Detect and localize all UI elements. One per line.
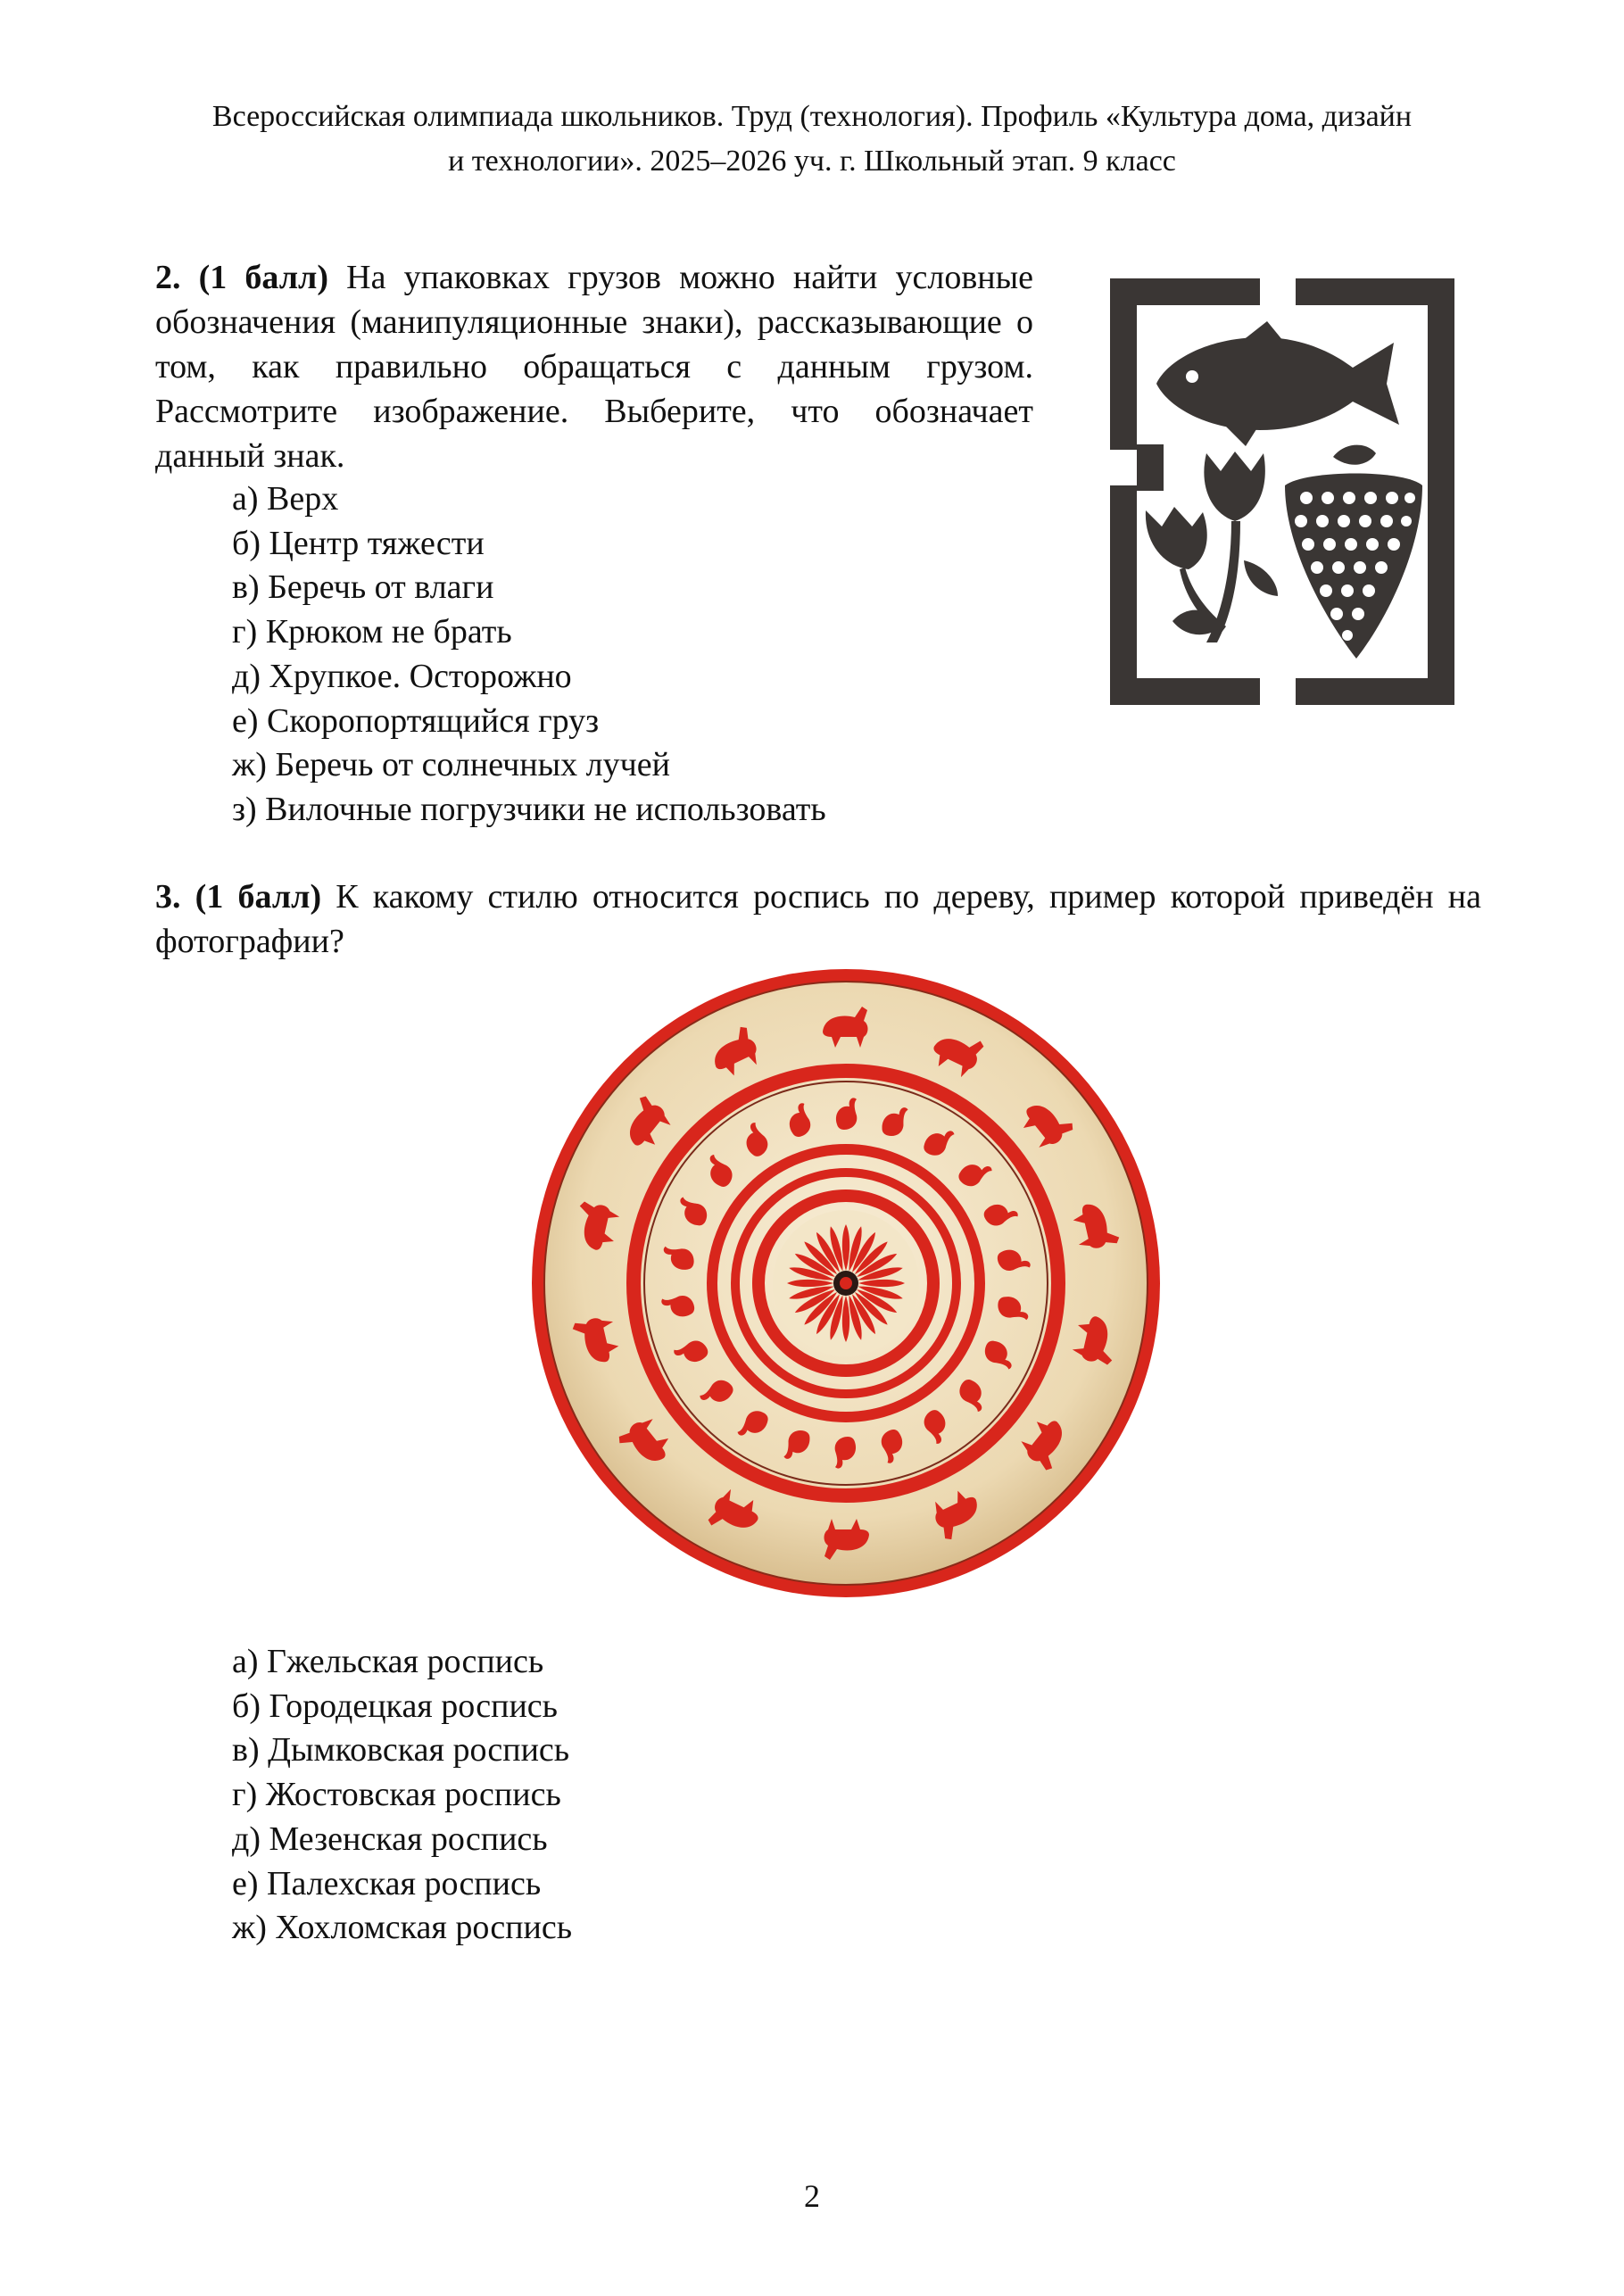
page-number: 2 bbox=[804, 2178, 820, 2214]
question-2-option: з) Вилочные погрузчики не использовать bbox=[232, 790, 826, 828]
question-3-options bbox=[232, 1640, 572, 1951]
question-2-option: ж) Беречь от солнечных лучей bbox=[232, 746, 670, 784]
question-3-body: К какому стилю относится роспись по дереву, пример которой приведён на фотографии? bbox=[155, 878, 1481, 960]
question-2-option: г) Крюком не брать bbox=[232, 613, 512, 651]
question-2-option: а) Верх bbox=[232, 480, 339, 518]
question-3-option: д) Мезенская роспись bbox=[232, 1819, 548, 1858]
question-2-text bbox=[155, 255, 1033, 478]
question-2-option: е) Скоропортящийся груз bbox=[232, 701, 600, 740]
question-3-option: г) Жостовская роспись bbox=[232, 1776, 561, 1814]
page-header bbox=[125, 95, 1499, 184]
question-2-options bbox=[232, 477, 826, 833]
question-3-text bbox=[155, 874, 1481, 964]
perishable-cargo-sign-icon bbox=[1110, 278, 1454, 705]
header-line-1: Всероссийская олимпиада школьников. Труд (технология). Профиль «Культура дома, дизайн bbox=[211, 100, 1413, 133]
question-2-body: На упаковках грузов можно найти условные обозначения (манипуляционные знаки), рассказывающие о том, как правильно обращаться с данным грузом. Рассмотрите изображение. Выберите, что обозначает данный знак. bbox=[155, 259, 1034, 475]
question-2-number: 2. (1 балл) bbox=[155, 259, 329, 296]
question-2-option: д) Хрупкое. Осторожно bbox=[232, 657, 572, 695]
question-3-option: в) Дымковская роспись bbox=[232, 1731, 570, 1770]
question-3-option: а) Гжельская роспись bbox=[232, 1643, 544, 1680]
mezen-painted-plate-image bbox=[526, 964, 1165, 1603]
question-3-number: 3. (1 балл) bbox=[155, 878, 322, 916]
question-3-option: е) Палехская роспись bbox=[232, 1864, 542, 1902]
question-3-option: б) Городецкая роспись bbox=[232, 1687, 558, 1725]
question-3-option: ж) Хохломская роспись bbox=[232, 1909, 573, 1947]
question-2-option: б) Центр тяжести bbox=[232, 524, 485, 562]
question-2-option: в) Беречь от влаги bbox=[232, 568, 494, 607]
header-line-2: и технологии». 2025–2026 уч. г. Школьный этап. 9 класс bbox=[448, 145, 1176, 178]
